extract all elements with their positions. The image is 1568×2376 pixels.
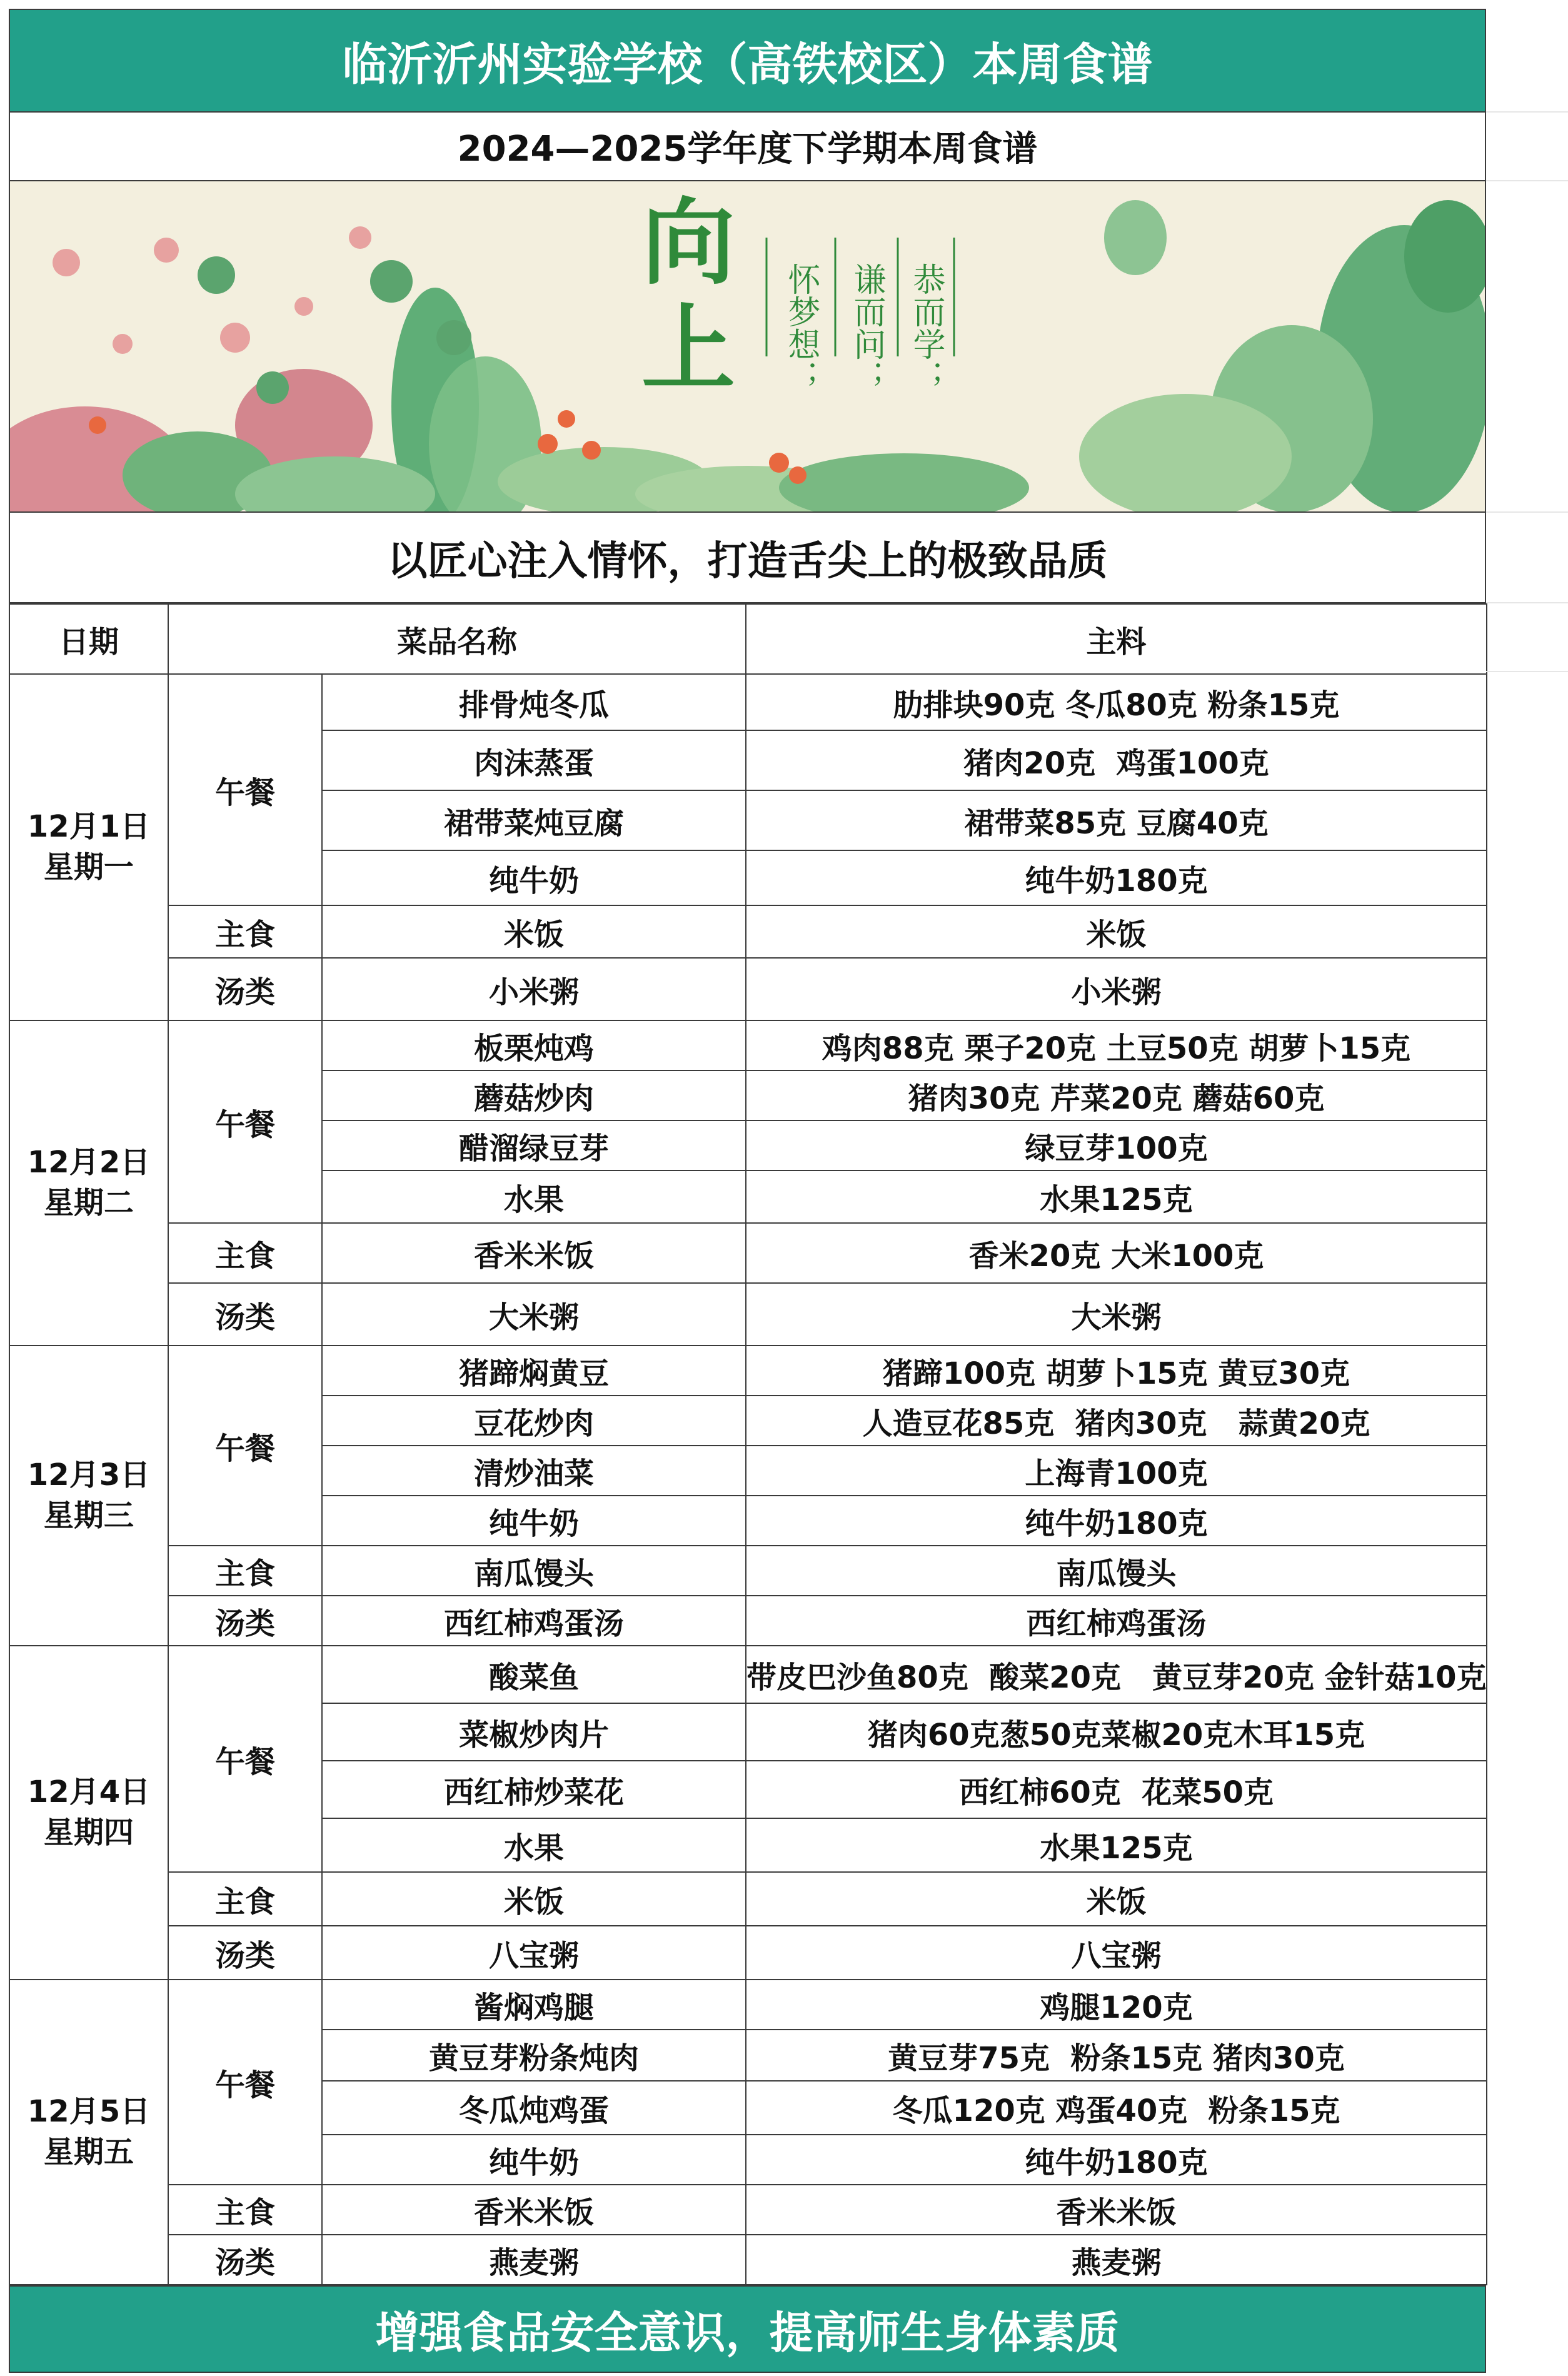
ingredients-cell: 绿豆芽100克 xyxy=(746,1120,1487,1170)
footer-banner: 增强食品安全意识，提高师生身体素质 xyxy=(9,2285,1486,2373)
dish-name-cell: 纯牛奶 xyxy=(322,850,746,905)
day-cell xyxy=(9,1346,168,1646)
table-row xyxy=(9,1223,1487,1283)
dish-name-cell: 酸菜鱼 xyxy=(322,1646,746,1703)
meal-type-cell: 汤类 xyxy=(168,958,322,1020)
day-cell xyxy=(9,1020,168,1346)
day-date: 12月4日 xyxy=(27,1774,151,1810)
meal-type-cell: 汤类 xyxy=(168,1283,322,1346)
menu-table xyxy=(9,603,1487,2285)
ingredients-cell: 猪肉60克葱50克菜椒20克木耳15克 xyxy=(746,1703,1487,1761)
meal-type-cell: 主食 xyxy=(168,1223,322,1283)
header-ingredients: 主料 xyxy=(746,604,1487,674)
table-row xyxy=(9,2235,1487,2285)
table-row xyxy=(9,1646,1487,1703)
dish-name-cell: 黄豆芽粉条炖肉 xyxy=(322,2030,746,2081)
ingredients-cell: 黄豆芽75克 粉条15克 猪肉30克 xyxy=(746,2030,1487,2081)
ingredients-cell: 小米粥 xyxy=(746,958,1487,1020)
table-row xyxy=(9,1346,1487,1396)
ingredients-cell: 水果125克 xyxy=(746,1818,1487,1872)
dish-name-cell: 板栗炖鸡 xyxy=(322,1020,746,1070)
day-date: 12月2日 xyxy=(27,1145,151,1180)
meal-type-cell: 主食 xyxy=(168,905,322,958)
slogan: 以匠心注入情怀，打造舌尖上的极致品质 xyxy=(9,513,1486,603)
menu-body xyxy=(9,674,1487,2285)
ingredients-cell: 上海青100克 xyxy=(746,1446,1487,1496)
dish-name-cell: 醋溜绿豆芽 xyxy=(322,1120,746,1170)
day-weekday: 星期五 xyxy=(43,2135,134,2170)
table-row xyxy=(9,905,1487,958)
table-row xyxy=(9,1546,1487,1596)
meal-type-cell: 汤类 xyxy=(168,1596,322,1646)
dish-name-cell: 南瓜馒头 xyxy=(322,1546,746,1596)
dish-name-cell: 纯牛奶 xyxy=(322,2135,746,2185)
dish-name-cell: 肉沫蒸蛋 xyxy=(322,730,746,790)
page-title: 临沂沂州实验学校（高铁校区）本周食谱 xyxy=(9,9,1486,113)
dish-name-cell: 水果 xyxy=(322,1170,746,1223)
banner-illustration xyxy=(10,181,1486,511)
dish-name-cell: 西红柿炒菜花 xyxy=(322,1761,746,1818)
banner-verse-2: 谦而问； xyxy=(848,263,885,393)
dish-name-cell: 八宝粥 xyxy=(322,1926,746,1980)
dish-name-cell: 猪蹄焖黄豆 xyxy=(322,1346,746,1396)
banner-char-1: 向 xyxy=(641,188,736,298)
banner-char-2: 上 xyxy=(641,294,736,404)
day-cell xyxy=(9,1980,168,2285)
dish-name-cell: 米饭 xyxy=(322,1872,746,1926)
meal-type-cell: 午餐 xyxy=(168,674,322,905)
ingredients-cell: 裙带菜85克 豆腐40克 xyxy=(746,790,1487,850)
meal-type-cell: 主食 xyxy=(168,1546,322,1596)
meal-type-cell: 汤类 xyxy=(168,1926,322,1980)
day-weekday: 星期二 xyxy=(43,1185,134,1221)
dish-name-cell: 酱焖鸡腿 xyxy=(322,1980,746,2030)
ingredients-cell: 纯牛奶180克 xyxy=(746,850,1487,905)
ingredients-cell: 西红柿鸡蛋汤 xyxy=(746,1596,1487,1646)
dish-name-cell: 大米粥 xyxy=(322,1283,746,1346)
header-dish: 菜品名称 xyxy=(168,604,746,674)
dish-name-cell: 西红柿鸡蛋汤 xyxy=(322,1596,746,1646)
banner-image xyxy=(9,181,1486,513)
day-weekday: 星期一 xyxy=(43,850,134,885)
ingredients-cell: 香米米饭 xyxy=(746,2185,1487,2235)
table-row xyxy=(9,674,1487,730)
ingredients-cell: 大米粥 xyxy=(746,1283,1487,1346)
banner-verse-3: 怀梦想； xyxy=(782,263,820,393)
page-subtitle: 2024—2025学年度下学期本周食谱 xyxy=(9,113,1486,181)
day-cell xyxy=(9,674,168,1020)
dish-name-cell: 香米米饭 xyxy=(322,1223,746,1283)
ingredients-cell: 香米20克 大米100克 xyxy=(746,1223,1487,1283)
header-date: 日期 xyxy=(9,604,168,674)
ingredients-cell: 水果125克 xyxy=(746,1170,1487,1223)
meal-type-cell: 午餐 xyxy=(168,1346,322,1546)
sheet-margin-grid xyxy=(1486,9,1568,2373)
dish-name-cell: 冬瓜炖鸡蛋 xyxy=(322,2081,746,2135)
ingredients-cell: 带皮巴沙鱼80克 酸菜20克 黄豆芽20克 金针菇10克 xyxy=(746,1646,1487,1703)
table-row xyxy=(9,1872,1487,1926)
meal-type-cell: 主食 xyxy=(168,2185,322,2235)
table-row xyxy=(9,1980,1487,2030)
day-weekday: 星期三 xyxy=(43,1498,134,1533)
meal-type-cell: 主食 xyxy=(168,1872,322,1926)
day-date: 12月5日 xyxy=(27,2094,151,2130)
dish-name-cell: 豆花炒肉 xyxy=(322,1396,746,1446)
table-row xyxy=(9,1020,1487,1070)
ingredients-cell: 米饭 xyxy=(746,905,1487,958)
dish-name-cell: 水果 xyxy=(322,1818,746,1872)
dish-name-cell: 蘑菇炒肉 xyxy=(322,1070,746,1120)
ingredients-cell: 人造豆花85克 猪肉30克 蒜黄20克 xyxy=(746,1396,1487,1446)
dish-name-cell: 清炒油菜 xyxy=(322,1446,746,1496)
ingredients-cell: 纯牛奶180克 xyxy=(746,2135,1487,2185)
table-row xyxy=(9,2185,1487,2235)
day-cell xyxy=(9,1646,168,1980)
ingredients-cell: 肋排块90克 冬瓜80克 粉条15克 xyxy=(746,674,1487,730)
table-row xyxy=(9,1283,1487,1346)
ingredients-cell: 燕麦粥 xyxy=(746,2235,1487,2285)
ingredients-cell: 八宝粥 xyxy=(746,1926,1487,1980)
banner-verse-1: 恭而学； xyxy=(907,263,945,393)
dish-name-cell: 香米米饭 xyxy=(322,2185,746,2235)
ingredients-cell: 鸡腿120克 xyxy=(746,1980,1487,2030)
dish-name-cell: 排骨炖冬瓜 xyxy=(322,674,746,730)
day-date: 12月3日 xyxy=(27,1457,151,1493)
table-row xyxy=(9,1926,1487,1980)
dish-name-cell: 米饭 xyxy=(322,905,746,958)
dish-name-cell: 菜椒炒肉片 xyxy=(322,1703,746,1761)
ingredients-cell: 猪肉30克 芹菜20克 蘑菇60克 xyxy=(746,1070,1487,1120)
meal-type-cell: 午餐 xyxy=(168,1646,322,1872)
ingredients-cell: 西红柿60克 花菜50克 xyxy=(746,1761,1487,1818)
day-weekday: 星期四 xyxy=(43,1815,134,1850)
ingredients-cell: 猪蹄100克 胡萝卜15克 黄豆30克 xyxy=(746,1346,1487,1396)
day-date: 12月1日 xyxy=(27,809,151,845)
table-row xyxy=(9,1596,1487,1646)
meal-type-cell: 午餐 xyxy=(168,1980,322,2185)
dish-name-cell: 纯牛奶 xyxy=(322,1496,746,1546)
ingredients-cell: 猪肉20克 鸡蛋100克 xyxy=(746,730,1487,790)
table-header-row xyxy=(9,604,1487,674)
table-row xyxy=(9,958,1487,1020)
ingredients-cell: 冬瓜120克 鸡蛋40克 粉条15克 xyxy=(746,2081,1487,2135)
ingredients-cell: 纯牛奶180克 xyxy=(746,1496,1487,1546)
ingredients-cell: 米饭 xyxy=(746,1872,1487,1926)
dish-name-cell: 燕麦粥 xyxy=(322,2235,746,2285)
meal-type-cell: 汤类 xyxy=(168,2235,322,2285)
meal-type-cell: 午餐 xyxy=(168,1020,322,1223)
ingredients-cell: 鸡肉88克 栗子20克 土豆50克 胡萝卜15克 xyxy=(746,1020,1487,1070)
dish-name-cell: 裙带菜炖豆腐 xyxy=(322,790,746,850)
ingredients-cell: 南瓜馒头 xyxy=(746,1546,1487,1596)
dish-name-cell: 小米粥 xyxy=(322,958,746,1020)
